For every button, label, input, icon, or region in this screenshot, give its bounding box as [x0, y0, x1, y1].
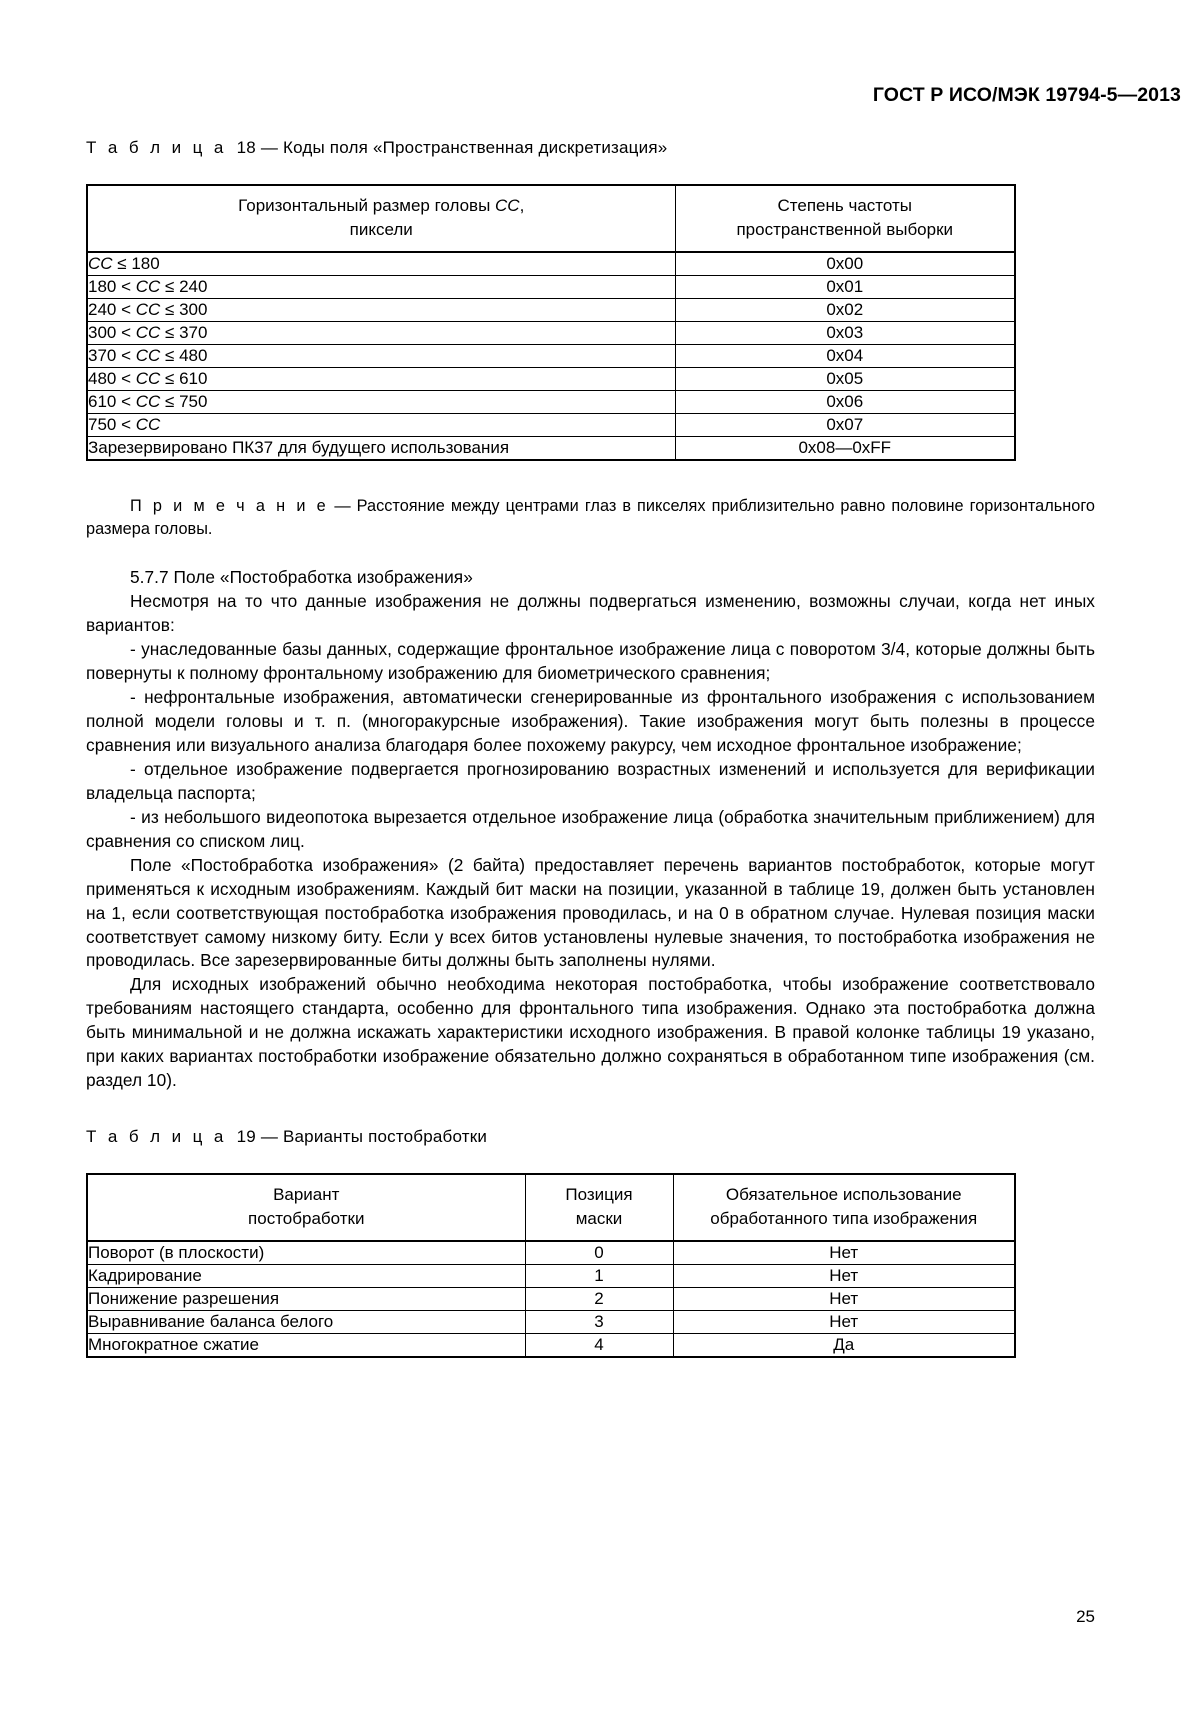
- table-18-header-size-line2: пиксели: [349, 220, 413, 240]
- table-19-header-position-line1: Позиция: [565, 1185, 633, 1205]
- range-suffix: ≤ 610: [160, 369, 208, 389]
- table-row: [87, 299, 1015, 322]
- table-18-header-code-line2: пространственной выборки: [736, 220, 954, 240]
- table-row: [87, 437, 1015, 461]
- table-18-cell-range: [87, 391, 675, 414]
- table-18-cell-range: [87, 437, 675, 461]
- table-19-cell-variant: Выравнивание баланса белого: [87, 1311, 525, 1334]
- table-row: [87, 1288, 1015, 1311]
- range-variable: CC: [135, 300, 161, 320]
- table-19-header-variant-line1: Вариант: [273, 1185, 340, 1205]
- table-19-header-cell-variant: [87, 1174, 525, 1241]
- table-row: [87, 1265, 1015, 1288]
- table-19-cell-required: Нет: [673, 1241, 1015, 1265]
- range-suffix: ≤ 240: [160, 277, 208, 297]
- section-bullet-age-progression: - отдельное изображение подвергается прогнозированию возрастных изменений и используется для верификации владельца паспорта;: [86, 758, 1095, 803]
- table-18-caption-text: — Коды поля «Пространственная дискретизация»: [260, 138, 668, 157]
- table-18-cell-code: 0x02: [675, 299, 1015, 322]
- note-label: П р и м е ч а н и е: [130, 497, 329, 516]
- table-row: [87, 322, 1015, 345]
- table-19-cell-position: 2: [525, 1288, 673, 1311]
- table-19-body: [87, 1241, 1015, 1357]
- table-19-cell-variant: Многократное сжатие: [87, 1334, 525, 1358]
- table-18-cell-range: [87, 414, 675, 437]
- table-row: [87, 1311, 1015, 1334]
- range-suffix: ≤ 480: [160, 346, 208, 366]
- table-18-cell-range: [87, 276, 675, 299]
- range-variable: CC: [135, 369, 161, 389]
- range-variable: CC: [135, 323, 161, 343]
- range-prefix: 240 <: [88, 300, 136, 320]
- table-18: [86, 184, 1016, 461]
- range-prefix: 180 <: [88, 277, 136, 297]
- range-prefix: 610 <: [88, 392, 136, 412]
- range-prefix: 750 <: [88, 415, 136, 435]
- table-19-header-variant-line2: постобработки: [248, 1209, 365, 1229]
- range-prefix: 300 <: [88, 323, 136, 343]
- range-suffix: ≤ 370: [160, 323, 208, 343]
- range-suffix: ≤ 180: [112, 254, 160, 274]
- table-18-cell-range: [87, 299, 675, 322]
- table-19-caption-label: Т а б л и ц а: [86, 1127, 227, 1147]
- section-heading-5-7-7: 5.7.7 Поле «Постобработка изображения»: [130, 567, 473, 588]
- table-19-header-required-line2: обработанного типа изображения: [710, 1209, 978, 1229]
- range-variable: CC: [135, 415, 161, 435]
- table-19-caption-number: 19: [236, 1127, 256, 1147]
- table-18-header-cell-code: [675, 185, 1015, 252]
- table-19-cell-variant: Понижение разрешения: [87, 1288, 525, 1311]
- section-bullet-legacy-databases: - унаследованные базы данных, содержащие фронтальное изображение лица с поворотом 3/4, которые должны быть повернуты к полному фронтальному изображению для биометрического сравнения;: [86, 639, 1095, 684]
- table-18-cell-code: 0x08—0xFF: [675, 437, 1015, 461]
- table-row: [87, 414, 1015, 437]
- table-19-cell-variant: Кадрирование: [87, 1265, 525, 1288]
- range-variable: CC: [135, 277, 161, 297]
- range-prefix: 480 <: [88, 369, 136, 389]
- table-18-cell-range: [87, 252, 675, 276]
- table-19-header-required-line1: Обязательное использование: [725, 1185, 962, 1205]
- table-row: [87, 1241, 1015, 1265]
- table-row: [87, 368, 1015, 391]
- range-variable: CC: [88, 254, 113, 274]
- table-18-cell-range: [87, 345, 675, 368]
- table-19-header-cell-position: [525, 1174, 673, 1241]
- table-18-cell-code: 0x01: [675, 276, 1015, 299]
- table-19-caption-text: — Варианты постобработки: [260, 1127, 488, 1147]
- range-suffix: ≤ 750: [160, 392, 208, 412]
- table-18-header-row: [87, 185, 1015, 252]
- table-19-cell-position: 3: [525, 1311, 673, 1334]
- page-number: 25: [1076, 1607, 1095, 1626]
- range-variable: CC: [135, 346, 161, 366]
- table-row: [87, 252, 1015, 276]
- running-header: ГОСТ Р ИСО/МЭК 19794-5—2013: [872, 84, 1181, 106]
- table-19-header-position-line2: маски: [575, 1209, 623, 1229]
- table-row: [87, 391, 1015, 414]
- range-variable: CC: [135, 392, 161, 412]
- table-18-caption-label: Т а б л и ц а: [86, 138, 227, 157]
- table-18-note: [86, 495, 1095, 540]
- table-18-body: [87, 252, 1015, 460]
- section-bullet-video-stream: - из небольшого видеопотока вырезается отдельное изображение лица (обработка значительным приближением) для сравнения со списком лиц.: [86, 806, 1095, 851]
- table-19-cell-required: Да: [673, 1334, 1015, 1358]
- table-18-header-size-line1-a: Горизонтальный размер головы: [238, 196, 496, 215]
- table-19: [86, 1173, 1016, 1358]
- table-19-header-cell-required: [673, 1174, 1015, 1241]
- table-18-cell-range: [87, 368, 675, 391]
- table-18-caption-number: 18: [236, 138, 256, 157]
- table-18-cell-code: 0x07: [675, 414, 1015, 437]
- table-18-cell-code: 0x06: [675, 391, 1015, 414]
- section-paragraph: Несмотря на то что данные изображения не должны подвергаться изменению, возможны случаи, когда нет иных вариантов:: [86, 591, 1095, 636]
- table-18-cell-range: [87, 322, 675, 345]
- table-18-header-size-line1-c: ,: [519, 196, 525, 215]
- section-bullet-nonfrontal-images: - нефронтальные изображения, автоматически сгенерированные из фронтального изображения с использованием полной модели головы и т. п. (многоракурсные изображения). Такие изображения могут быть полезны в процессе сравнения или визуального анализа благодаря более похожему ракурсу, чем исходное фронтальное изображение;: [86, 686, 1095, 755]
- table-18-cell-code: 0x05: [675, 368, 1015, 391]
- table-19-cell-required: Нет: [673, 1265, 1015, 1288]
- page-content: [86, 138, 1095, 1358]
- table-19-cell-required: Нет: [673, 1288, 1015, 1311]
- table-19-header-row: [87, 1174, 1015, 1241]
- table-row: [87, 276, 1015, 299]
- note-text: — Расстояние между центрами глаз в пикселях приблизительно равно половине горизонтального размера головы.: [86, 497, 1096, 538]
- table-row: [87, 1334, 1015, 1358]
- table-19-cell-variant: Поворот (в плоскости): [87, 1241, 525, 1265]
- table-18-header-size-variable: CC: [495, 196, 520, 215]
- range-suffix: ≤ 300: [160, 300, 208, 320]
- table-19-caption: [86, 1127, 1095, 1147]
- table-19-cell-required: Нет: [673, 1311, 1015, 1334]
- table-18-header-code-line1: Степень частоты: [777, 196, 912, 215]
- table-18-cell-code: 0x03: [675, 322, 1015, 345]
- table-19-cell-position: 0: [525, 1241, 673, 1265]
- table-18-caption: [86, 138, 1095, 158]
- table-19-cell-position: 1: [525, 1265, 673, 1288]
- table-row: [87, 345, 1015, 368]
- table-18-header-cell-size: [87, 185, 675, 252]
- table-19-cell-position: 4: [525, 1334, 673, 1358]
- range-prefix: 370 <: [88, 346, 136, 366]
- table-18-cell-code: 0x00: [675, 252, 1015, 276]
- range-prefix: Зарезервировано ПК37 для будущего использования: [88, 438, 510, 458]
- section-paragraph-postprocessing-requirements: Для исходных изображений обычно необходима некоторая постобработка, чтобы изображение соответствовало требованиям настоящего стандарта, особенно для фронтального типа изображения. Однако эта постобработка должна быть минимальной и не должна искажать характеристики исходного изображения. В правой колонке таблицы 19 указано, при каких вариантах постобработки изображение обязательно должно сохраняться в обработанном типе изображения (см. раздел 10).: [86, 974, 1095, 1091]
- section-paragraph-mask-description: Поле «Постобработка изображения» (2 байта) предоставляет перечень вариантов постобработок, которые могут применяться к исходным изображениям. Каждый бит маски на позиции, указанной в таблице 19, должен быть установлен на 1, если соответствующая постобработка изображения проводилась, и на 0 в обратном случае. Нулевая позиция маски соответствует самому низкому биту. Если у всех битов установлены нулевые значения, то постобработка изображения не проводилась. Все зарезервированные биты должны быть заполнены нулями.: [86, 854, 1095, 971]
- table-18-cell-code: 0x04: [675, 345, 1015, 368]
